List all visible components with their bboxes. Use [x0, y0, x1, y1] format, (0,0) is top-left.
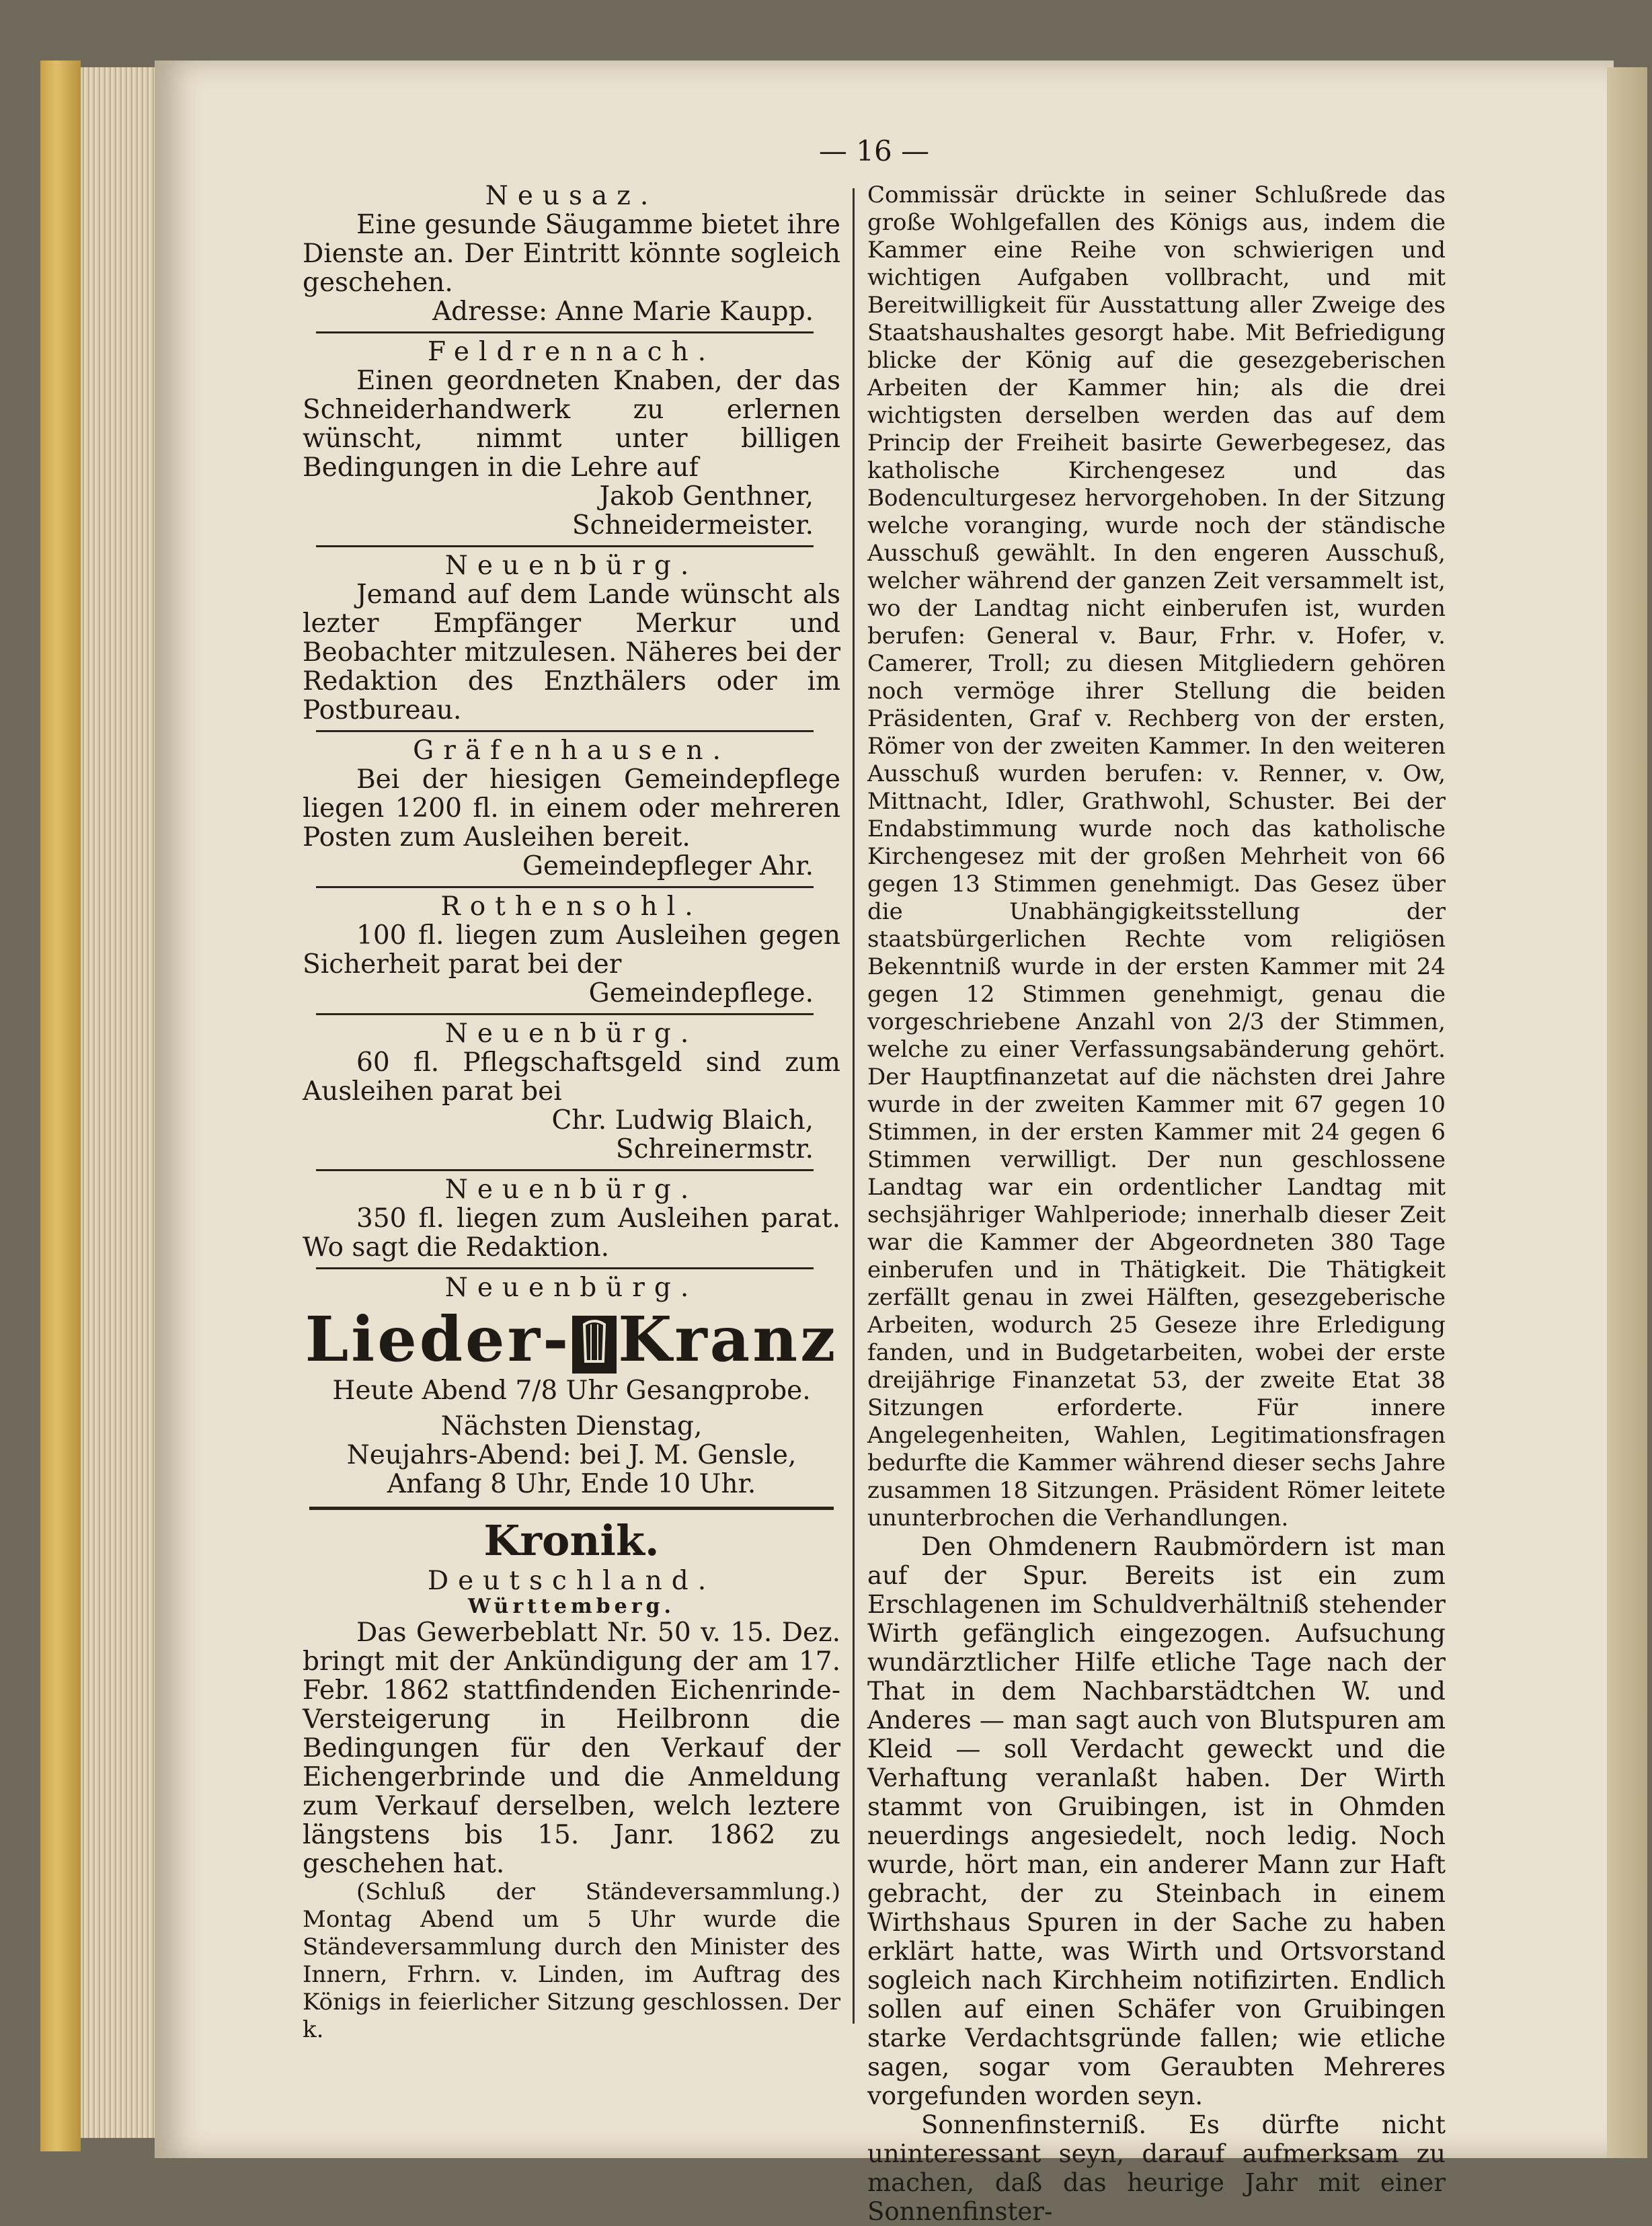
ad-place: Feldrennach. [427, 337, 715, 367]
ad-signature: Gemeindepfleger Ahr. [522, 851, 814, 881]
divider [316, 1169, 814, 1171]
divider [316, 545, 814, 547]
divider [316, 886, 814, 888]
right-page-edge [1607, 67, 1647, 2158]
ad-signature: Adresse: Anne Marie Kaupp. [432, 296, 814, 327]
right-column [867, 182, 1446, 2226]
ad-line: Nächsten Dienstag, [440, 1411, 703, 1441]
section-region: Württemberg. [468, 1595, 675, 1618]
left-column [303, 182, 840, 2044]
divider [316, 730, 814, 732]
ad-signature: Gemeindepflege. [588, 978, 814, 1008]
ad-signature: Chr. Ludwig Blaich, [551, 1105, 814, 1136]
ad-text: 100 fl. liegen zum Ausleihen gegen Sicherheit parat bei der [303, 920, 840, 980]
ad-signature: Schneidermeister. [572, 510, 814, 541]
article-paragraph: (Schluß der Ständeversammlung.) Montag Abend um 5 Uhr wurde die Ständeversammlung durch den Minister des Innern, Frhrn. v. Linden, im Auftrag des Königs in feierlicher Sitzung geschlossen. Der k. [303, 1878, 840, 2043]
title-part-a: Lieder- [305, 1303, 572, 1376]
book-binding [40, 61, 81, 2151]
ad-place: Gräfenhausen. [413, 736, 730, 766]
lyre-icon [571, 1314, 618, 1375]
ad-place: Neuenbürg. [444, 1273, 699, 1303]
ad-signature: Jakob Genthner, [599, 481, 814, 512]
ad-text: 350 fl. liegen zum Ausleihen parat. Wo sagt die Redaktion. [303, 1203, 840, 1263]
section-country: Deutschland. [427, 1566, 716, 1596]
column-rule [853, 188, 855, 2024]
title-part-b: Kranz [618, 1303, 838, 1376]
ad-place: Neuenbürg. [444, 1019, 699, 1049]
ad-text: 60 fl. Pflegschaftsgeld sind zum Ausleihen parat bei [303, 1047, 840, 1107]
article-paragraph: Den Ohmdenern Raubmördern ist man auf der Spur. Bereits ist ein zum Erschlagenen im Schuldverhältniß stehender Wirth gefänglich eingezogen. Aufsuchung wundärztlicher Hilfe etliche Tage nach der That in dem Nachbarstädtchen W. und Anderes — man sagt auch von Blutspuren am Kleid — soll Verdacht geweckt und die Verhaftung veranlaßt haben. Der Wirth stammt von Gruibingen, ist in Ohmden neuerdings angesiedelt, noch ledig. Noch wurde, hört man, ein anderer Mann zur Haft gebracht, der zu Steinbach in einem Wirthshaus Spuren in der Sache zu haben erklärt hatte, was Wirth und Ortsvorstand sogleich nach Kirchheim notifizirten. Endlich sollen auf einen Schäfer von Gruibingen starke Verdachtsgründe fallen; wie etliche sagen, sogar vom Geraubten Mehreres vorgefunden worden seyn. [867, 1532, 1446, 2110]
divider [316, 1013, 814, 1015]
ad-line: Neujahrs-Abend: bei J. M. Gensle, [346, 1440, 797, 1470]
article-paragraph: Sonnenfinsterniß. Es dürfte nicht uninteressant seyn, darauf aufmerksam zu machen, daß das heurige Jahr mit einer Sonnenfinster- [867, 2110, 1446, 2226]
ad-text: Eine gesunde Säugamme bietet ihre Dienste an. Der Eintritt könnte sogleich geschehen. [303, 210, 840, 298]
ad-line: Anfang 8 Uhr, Ende 10 Uhr. [387, 1469, 756, 1499]
divider [316, 331, 814, 333]
article-paragraph: Commissär drückte in seiner Schlußrede das große Wohlgefallen des Königs aus, indem die Kammer eine Reihe von schwierigen und wichtigen Aufgaben vollbracht, und mit Bereitwilligkeit für Ausstattung aller Zweige des Staatshaushaltes gesorgt habe. Mit Befriedigung blicke der König auf die gesezgeberischen Arbeiten der Kammer hin; als die drei wichtigsten derselben werden das auf dem Princip der Freiheit basirte Gewerbegesez, das katholische Kirchengesez und das Bodenculturgesez hervorgehoben. In der Sitzung welche voranging, wurde noch der ständische Ausschuß gewählt. In den engeren Ausschuß, welcher während der ganzen Zeit versammelt ist, wo der Landtag nicht einberufen ist, wurden berufen: General v. Baur, Frhr. v. Hofer, v. Camerer, Troll; zu diesen Mitgliedern gehören noch vermöge ihrer Stellung die beiden Präsidenten, Graf v. Rechberg von der ersten, Römer von der zweiten Kammer. In den weiteren Ausschuß wurden berufen: v. Renner, v. Ow, Mittnacht, Idler, Grathwohl, Schuster. Bei der Endabstimmung wurde noch das katholische Kirchengesez mit der großen Mehrheit von 66 gegen 13 Stimmen genehmigt. Das Gesez über die Unabhängigkeitsstellung der staatsbürgerlichen Rechte vom religiösen Bekenntniß wurde in der ersten Kammer mit 24 gegen 12 Stimmen genehmigt, genau die vorgeschriebene Anzahl von 2/3 der Stimmen, welche zu einer Verfassungsabänderung gehört. Der Hauptfinanzetat auf die nächsten drei Jahre wurde in der zweiten Kammer mit 67 gegen 10 Stimmen, in der ersten Kammer mit 24 gegen 6 Stimmen verwilligt. Der nun geschlossene Landtag war ein ordentlicher Landtag mit sechsjähriger Wahlperiode; innerhalb dieser Zeit war die Kammer der Abgeordneten 380 Tage einberufen und in Thätigkeit. Die Thätigkeit zerfällt genau in zwei Hälften, gesezgeberische Arbeiten, wodurch 25 Geseze ihre Erledigung fanden, und in Budgetarbeiten, wobei der erste dreijährige Finanzetat 53, der zweite Etat 38 Sitzungen erforderte. Für innere Angelegenheiten, Wahlen, Legitimationsfragen bedurfte die Kammer während dieser sechs Jahre zusammen 18 Sitzungen. Präsident Römer leitete ununterbrochen die Verhandlungen. [867, 182, 1446, 1532]
article-paragraph: Das Gewerbeblatt Nr. 50 v. 15. Dez. bringt mit der Ankündigung der am 17. Febr. 1862 stattfindenden Eichenrinde-Versteigerung in Heilbronn die Bedingungen für den Verkauf der Eichengerbrinde und die Anmeldung zum Verkauf derselben, welch leztere längstens bis 15. Janr. 1862 zu geschehen hat. [303, 1618, 840, 1879]
liederkranz-title [303, 1302, 840, 1376]
ad-text: Bei der hiesigen Gemeindepflege liegen 1200 fl. in einem oder mehreren Posten zum Ausleihen bereit. [303, 764, 840, 852]
section-title: Kronik. [483, 1516, 660, 1565]
ad-text: Jemand auf dem Lande wünscht als lezter Empfänger Merkur und Beobachter mitzulesen. Näheres bei der Redaktion des Enzthälers oder im Postbureau. [303, 580, 840, 725]
divider [309, 1507, 834, 1510]
page-number: — 16 — [818, 134, 930, 167]
ad-place: Rothensohl. [440, 891, 703, 922]
ad-text: Einen geordneten Knaben, der das Schneiderhandwerk zu erlernen wünscht, nimmt unter billigen Bedingungen in die Lehre auf [303, 366, 840, 483]
page-edges [81, 67, 161, 2138]
ad-place: Neusaz. [485, 181, 658, 211]
ad-place: Neuenbürg. [444, 551, 699, 581]
ad-signature: Schreinermstr. [615, 1134, 814, 1164]
divider [316, 1267, 814, 1269]
ad-place: Neuenbürg. [444, 1175, 699, 1205]
ad-line: Heute Abend 7/8 Uhr Gesangprobe. [332, 1376, 811, 1406]
